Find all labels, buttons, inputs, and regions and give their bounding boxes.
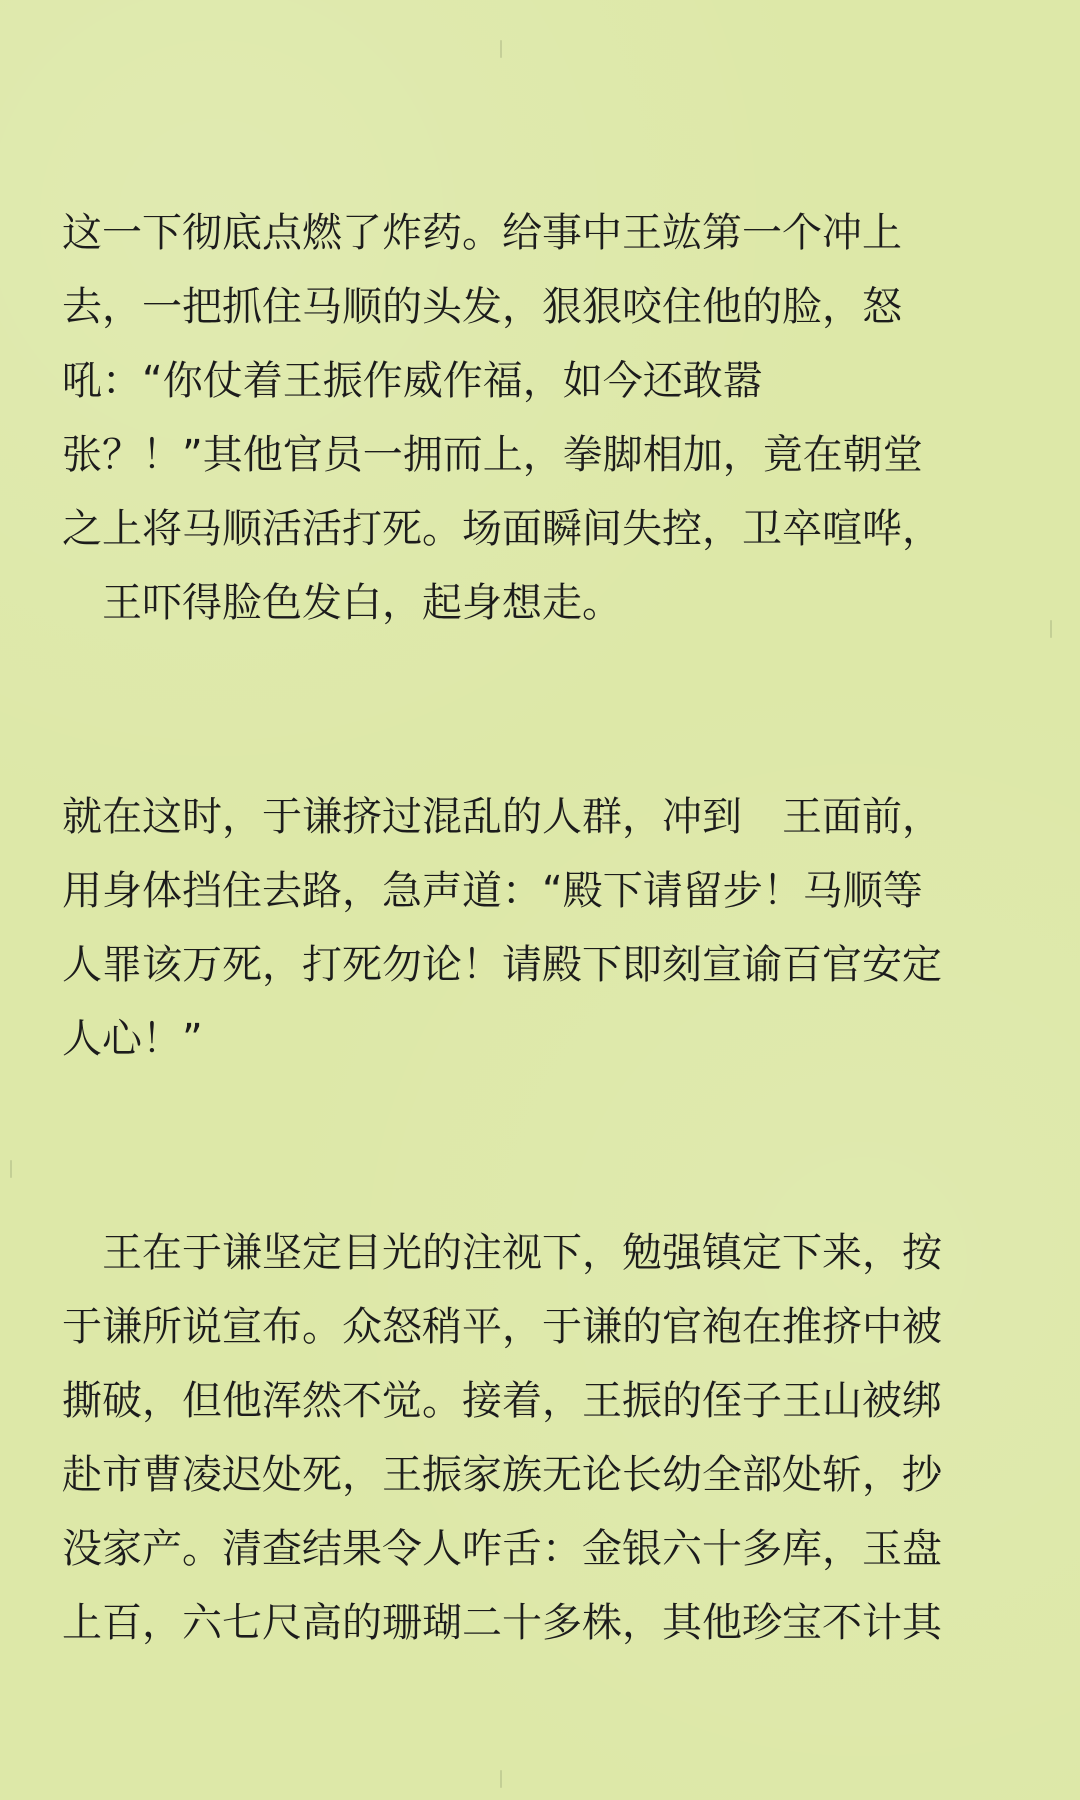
paper-fleck [10,1160,12,1178]
text-line: 去，一把抓住马顺的头发，狠狠咬住他的脸，怒 [62,284,902,330]
text-line: 用身体挡住去路，急声道：“殿下请留步！马顺等 [62,868,923,914]
paragraph-2 [62,780,1022,1076]
text-line: 人心！” [62,1016,203,1062]
text-line: 人罪该万死，打死勿论！请殿下即刻宣谕百官安定 [62,942,942,988]
paragraph-spacing [62,640,1022,780]
text-line: 撕破，但他浑然不觉。接着，王振的侄子王山被绑 [62,1378,942,1424]
text-line: 王在于谦坚定目光的注视下，勉强镇定下来，按 [62,1230,942,1276]
paper-fleck [500,40,502,58]
text-line: 赴市曹凌迟处死，王振家族无论长幼全部处斩，抄 [62,1452,942,1498]
text-line: 上百，六七尺高的珊瑚二十多株，其他珍宝不计其 [62,1600,942,1646]
reader-content [62,196,1022,1660]
text-line: 就在这时，于谦挤过混乱的人群，冲到 王面前， [62,794,942,840]
text-line: 王吓得脸色发白，起身想走。 [62,580,622,626]
paragraph-1 [62,196,1022,640]
paragraph-3 [62,1216,1022,1660]
paper-fleck [500,1770,502,1788]
text-line: 张？！”其他官员一拥而上，拳脚相加，竟在朝堂 [62,432,923,478]
text-line: 之上将马顺活活打死。场面瞬间失控，卫卒喧哗， [62,506,942,552]
text-line: 吼：“你仗着王振作威作福，如今还敢嚣 [62,358,763,404]
text-line: 没家产。清查结果令人咋舌：金银六十多库，玉盘 [62,1526,942,1572]
text-line: 这一下彻底点燃了炸药。给事中王竑第一个冲上 [62,210,902,256]
paper-fleck [1050,620,1052,638]
text-line: 于谦所说宣布。众怒稍平，于谦的官袍在推挤中被 [62,1304,942,1350]
paragraph-spacing [62,1076,1022,1216]
